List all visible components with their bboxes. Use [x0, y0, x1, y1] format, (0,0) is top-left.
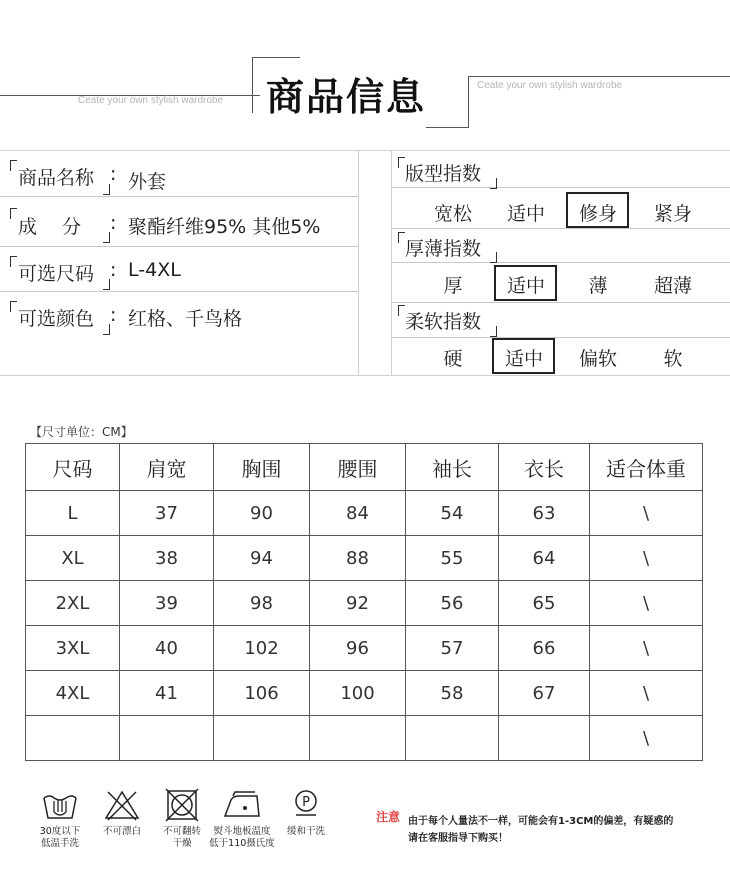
table-cell: 65: [499, 581, 590, 626]
table-cell: \: [590, 581, 703, 626]
bracket-open: [10, 208, 17, 219]
dry-clean-letter: P: [302, 795, 310, 810]
table-cell: 100: [310, 671, 406, 716]
softness-option: 偏软: [578, 348, 617, 370]
table-cell: 54: [406, 491, 499, 536]
notice-text: 由于每个人量法不一样，可能会有1-3CM的偏差，有疑惑的: [408, 816, 674, 827]
row-divider: [392, 302, 730, 303]
care-label: 缓和干洗: [286, 826, 325, 837]
index-title-fit: 版型指数: [405, 163, 482, 185]
table-cell: 84: [310, 491, 406, 536]
info-colon: :: [110, 163, 117, 185]
title-frame-bottom: [426, 127, 469, 128]
info-label: 可选尺码: [18, 263, 95, 285]
care-item-no-tumble-dry: [152, 788, 212, 850]
table-cell: 41: [120, 671, 214, 716]
table-cell: 4XL: [26, 671, 120, 716]
table-cell: \: [590, 671, 703, 716]
row-divider: [392, 228, 730, 229]
info-left-divider: [358, 150, 359, 375]
table-cell: 63: [499, 491, 590, 536]
table-cell: 58: [406, 671, 499, 716]
bracket-open: [398, 305, 405, 316]
header-right-rule: [468, 76, 730, 77]
bracket-close: [103, 324, 110, 335]
fit-option: 适中: [506, 203, 545, 225]
table-cell: \: [590, 716, 703, 761]
table-cell: 39: [120, 581, 214, 626]
table-cell: [120, 716, 214, 761]
care-item-hand-wash: [30, 788, 90, 850]
table-cell: [26, 716, 120, 761]
table-header-cell: 尺码: [26, 444, 120, 491]
title-frame-left: [252, 57, 253, 113]
table-cell: 3XL: [26, 626, 120, 671]
softness-option: 硬: [443, 348, 463, 370]
table-row: [26, 671, 703, 716]
bracket-open: [398, 232, 405, 243]
info-value: L-4XL: [128, 259, 181, 281]
row-divider: [392, 187, 730, 188]
info-value: 外套: [128, 171, 167, 193]
table-cell: L: [26, 491, 120, 536]
bracket-open: [10, 256, 17, 267]
no-bleach-icon: [102, 788, 142, 822]
bracket-close: [490, 326, 497, 337]
row-divider: [0, 291, 358, 292]
table-cell: 67: [499, 671, 590, 716]
page-title: 商品信息: [266, 75, 427, 119]
info-top-rule: [0, 150, 730, 151]
table-header-cell: 适合体重: [590, 444, 703, 491]
bracket-close: [103, 279, 110, 290]
bracket-open: [10, 160, 17, 171]
table-cell: 92: [310, 581, 406, 626]
row-divider: [0, 246, 358, 247]
fit-option: 紧身: [653, 203, 692, 225]
table-cell: XL: [26, 536, 120, 581]
care-label: 低于110摄氏度: [209, 838, 275, 849]
info-label: 可选颜色: [18, 308, 95, 330]
info-colon: :: [110, 304, 117, 326]
row-divider: [0, 196, 358, 197]
table-cell: \: [590, 626, 703, 671]
thickness-option: 厚: [443, 275, 463, 297]
table-cell: [406, 716, 499, 761]
care-item-dry-clean: [280, 788, 332, 838]
table-row: [26, 581, 703, 626]
info-label: 商品名称: [18, 167, 95, 189]
row-divider: [392, 337, 730, 338]
bracket-close: [490, 252, 497, 263]
row-divider: [392, 262, 730, 263]
dry-clean-icon: [286, 788, 326, 822]
no-tumble-dry-icon: [162, 788, 202, 822]
info-value: 红格、千鸟格: [128, 308, 243, 330]
bracket-open: [10, 301, 17, 312]
table-header-cell: 腰围: [310, 444, 406, 491]
softness-option-selected: 适中: [504, 348, 543, 370]
table-cell: 96: [310, 626, 406, 671]
table-header-cell: 胸围: [214, 444, 310, 491]
table-row: [26, 626, 703, 671]
care-label: 熨斗地板温度: [213, 826, 271, 837]
header-tagline-right: Ceate your own stylish wardrobe: [477, 80, 623, 91]
table-cell: 57: [406, 626, 499, 671]
table-header-cell: 肩宽: [120, 444, 214, 491]
care-item-iron: [204, 788, 280, 850]
table-header-row: [26, 444, 703, 491]
table-cell: 2XL: [26, 581, 120, 626]
thickness-option-selected: 适中: [506, 275, 545, 297]
thickness-option: 薄: [588, 275, 608, 297]
table-cell: \: [590, 536, 703, 581]
hand-wash-icon: [40, 788, 80, 822]
table-cell: 40: [120, 626, 214, 671]
table-cell: 66: [499, 626, 590, 671]
softness-option: 软: [663, 348, 683, 370]
title-frame-top: [252, 57, 300, 58]
fit-option-selected: 修身: [578, 203, 617, 225]
notice-text: 请在客服指导下购买！: [408, 833, 508, 844]
table-header-cell: 衣长: [499, 444, 590, 491]
table-cell: [310, 716, 406, 761]
index-title-thickness: 厚薄指数: [405, 238, 482, 260]
table-cell: 37: [120, 491, 214, 536]
table-row: [26, 716, 703, 761]
table-row: [26, 536, 703, 581]
table-cell: 55: [406, 536, 499, 581]
care-item-no-bleach: [92, 788, 152, 838]
info-label: 成 分: [18, 216, 82, 238]
care-label: 干燥: [172, 838, 192, 849]
table-cell: 38: [120, 536, 214, 581]
size-table: [25, 443, 703, 761]
table-cell: 106: [214, 671, 310, 716]
info-colon: :: [110, 259, 117, 281]
info-value: 聚酯纤维95% 其他5%: [128, 216, 321, 238]
header-tagline-left: Ceate your own stylish wardrobe: [78, 95, 224, 106]
table-header-cell: 袖长: [406, 444, 499, 491]
bracket-close: [490, 178, 497, 189]
bracket-open: [398, 157, 405, 168]
fit-option: 宽松: [433, 203, 472, 225]
index-title-softness: 柔软指数: [405, 311, 482, 333]
care-label: 不可漂白: [102, 826, 141, 837]
table-row: [26, 491, 703, 536]
notice-title: 注意: [376, 810, 401, 824]
bracket-close: [103, 232, 110, 243]
iron-icon: [219, 788, 265, 822]
bracket-close: [103, 184, 110, 195]
table-cell: 102: [214, 626, 310, 671]
table-cell: 90: [214, 491, 310, 536]
info-bottom-rule: [0, 375, 730, 376]
care-label: 低温手洗: [40, 838, 79, 849]
care-label: 30度以下: [39, 826, 81, 837]
info-colon: :: [110, 212, 117, 234]
thickness-option: 超薄: [653, 275, 692, 297]
table-cell: 88: [310, 536, 406, 581]
table-cell: 56: [406, 581, 499, 626]
table-cell: \: [590, 491, 703, 536]
table-cell: 64: [499, 536, 590, 581]
size-unit-note: 【尺寸单位：CM】: [30, 425, 133, 439]
care-label: 不可翻转: [162, 826, 201, 837]
table-cell: [499, 716, 590, 761]
table-cell: 98: [214, 581, 310, 626]
table-cell: 94: [214, 536, 310, 581]
table-cell: [214, 716, 310, 761]
title-frame-right: [468, 76, 469, 128]
